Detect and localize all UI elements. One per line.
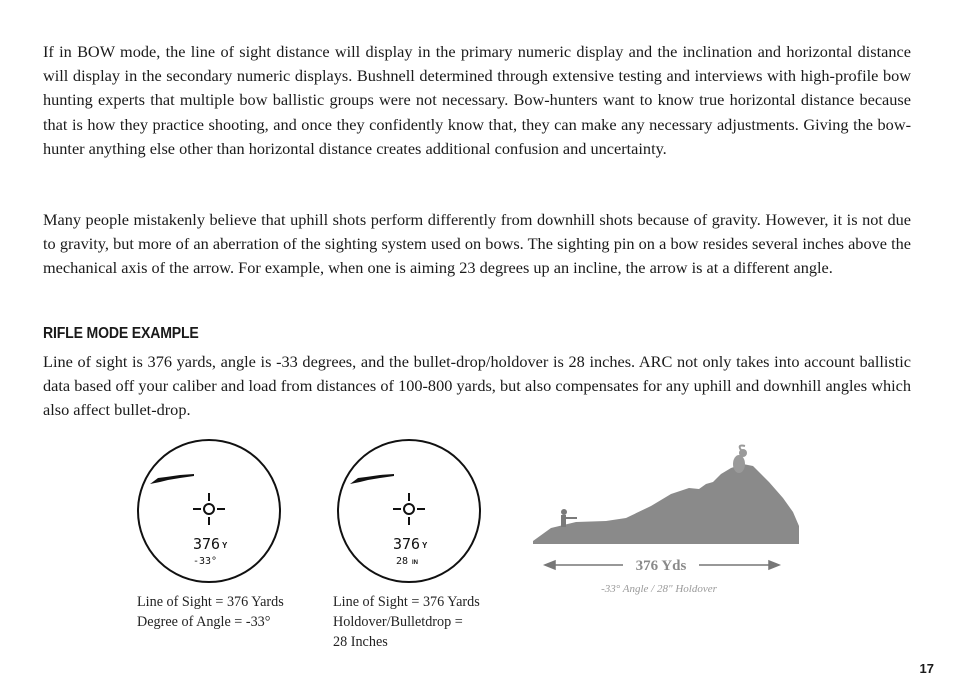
scene-distance-label: 376 Yds [635, 558, 687, 574]
primary-unit: Y [222, 541, 228, 550]
secondary-readout: 28 [396, 556, 409, 567]
caption-line: Holdover/Bulletdrop = [333, 614, 463, 630]
page-number: 17 [919, 661, 934, 676]
scope-view-angle [136, 438, 282, 584]
caption-line: Line of Sight = 376 Yards [333, 594, 480, 610]
caption-line: 28 Inches [333, 634, 388, 650]
rifle-mode-paragraph: Line of sight is 376 yards, angle is -33 degrees, and the bullet-drop/holdover is 28 inches. ARC not only takes into account ballistic data based off your caliber and load from distances of 100-800 yards, but also compensates for any uphill and downhill angles which also affect bullet-drop. [43, 352, 911, 420]
scene-detail-label: -33° Angle / 28" Holdover [601, 583, 717, 595]
caption-holdover [333, 592, 480, 652]
scope-view-holdover [336, 438, 482, 584]
primary-unit: Y [422, 541, 428, 550]
hillside-scene [531, 444, 801, 604]
secondary-unit: IN [412, 560, 418, 566]
caption-line: Degree of Angle = -33° [137, 614, 271, 630]
secondary-readout: -33° [193, 556, 218, 567]
rifle-mode-heading: RIFLE MODE EXAMPLE [43, 325, 199, 342]
primary-readout: 376 [193, 535, 221, 553]
primary-readout: 376 [393, 535, 421, 553]
terrain-silhouette [533, 464, 799, 544]
caption-line: Line of Sight = 376 Yards [137, 594, 284, 610]
bow-mode-paragraph: If in BOW mode, the line of sight distance will display in the primary numeric display and the inclination and horizontal distance will display in the secondary numeric displays. Bushnell determined through extensive testing and interviews with high-profile bow hunting experts that multiple bow ballistic groups were not necessary. Bow-hunters want to know true horizontal distance because that is how they practice shooting, and once they confidently know that, they can make any necessary adjustments. Giving the bow-hunter anything else other than horizontal distance creates additional confusion and uncertainty. [43, 42, 911, 158]
gravity-paragraph: Many people mistakenly believe that uphill shots perform differently from downhill shots because of gravity. However, it is not due to gravity, but more of an aberration of the sighting system used on bows. The sighting pin on a bow resides several inches above the mechanical axis of the arrow. For example, when one is aiming 23 degrees up an incline, the arrow is at a different angle. [43, 210, 911, 278]
caption-angle [137, 592, 284, 632]
